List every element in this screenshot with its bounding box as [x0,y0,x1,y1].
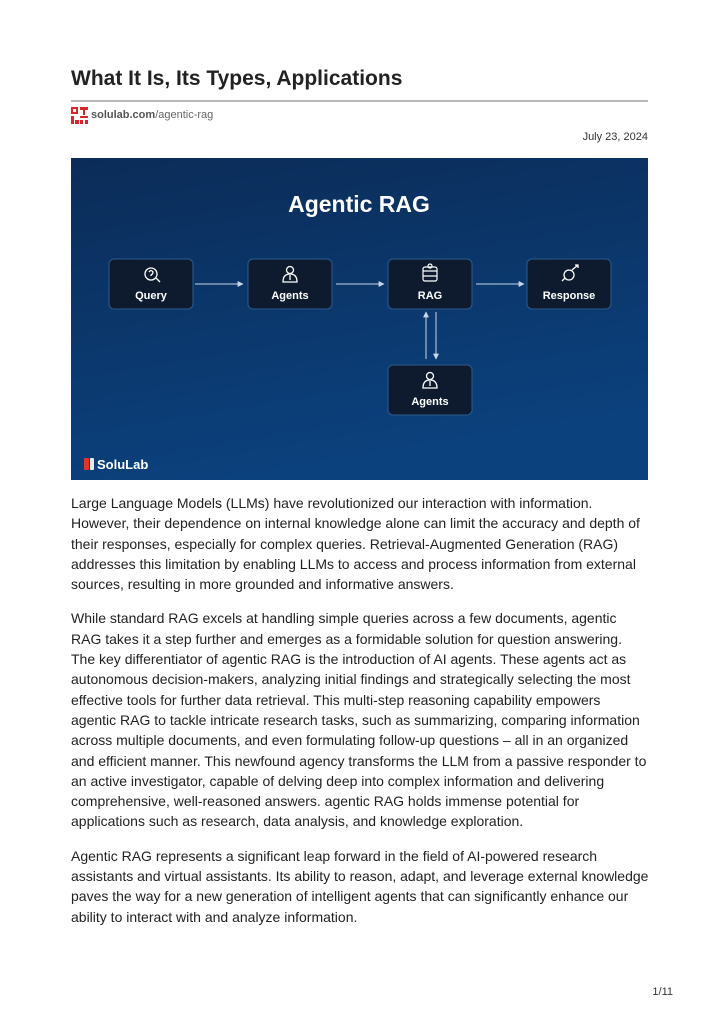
node-query [109,259,193,309]
diagram-brand [84,457,148,472]
node-response-label: Response [542,290,596,302]
article-body [71,493,649,941]
node-rag-label: RAG [417,290,443,302]
node-agents-lower-label: Agents [411,396,449,408]
node-rag [388,259,472,309]
paragraph-1: Large Language Models (LLMs) have revolutionized our interaction with information. However, their dependence on internal knowledge alone can limit the accuracy and depth of their responses, especially for complex queries. Retrieval-Augmented Generation (RAG) addresses this limitation by enabling LLMs to access and process information from external sources, resulting in more grounded and informative answers. [71,495,640,593]
node-response [527,259,611,309]
node-agents-lower [388,365,472,415]
title-divider [71,100,648,102]
diagram-brand-label: SoluLab [97,457,149,472]
node-agents [248,259,332,309]
source-path[interactable]: /agentic-rag [155,109,214,121]
paragraph-3: Agentic RAG represents a significant leap forward in the field of AI-powered research assistants and virtual assistants. Its ability to reason, adapt, and leverage external knowledge paves the way for a new generation of intelligent agents that can significantly enhance our ability to interact with and analyze information. [71,847,649,925]
agentic-rag-diagram [71,158,648,480]
page-number: 1/11 [652,986,673,998]
node-agents-label: Agents [271,290,309,302]
solulab-logo-icon [71,107,88,124]
publish-date: July 23, 2024 [582,131,648,143]
solulab-logo-icon [84,458,94,470]
source-domain[interactable]: solulab.com [91,109,156,121]
source-line [71,106,213,124]
diagram-heading: Agentic RAG [288,191,430,217]
node-query-label: Query [135,290,167,302]
page-title: What It Is, Its Types, Applications [71,67,403,90]
paragraph-2: While standard RAG excels at handling simple queries across a few documents, agentic RAG takes it a step further and emerges as a formidable solution for question answering. The key differentiator of agentic RAG is the introduction of AI agents. These agents act as autonomous decision-makers, analyzing initial findings and strategically selecting the most effective tools for further data retrieval. This multi-step reasoning capability empowers agentic RAG to tackle intricate research tasks, such as summarizing, comparing information across multiple documents, and even formulating follow-up questions – all in an organized and efficient manner. This newfound agency transforms the LLM from a passive responder to an active investigator, capable of delving deep into complex information and delivering comprehensive, well-reasoned answers. agentic RAG holds immense potential for applications such as research, data analysis, and knowledge exploration. [71,610,647,830]
